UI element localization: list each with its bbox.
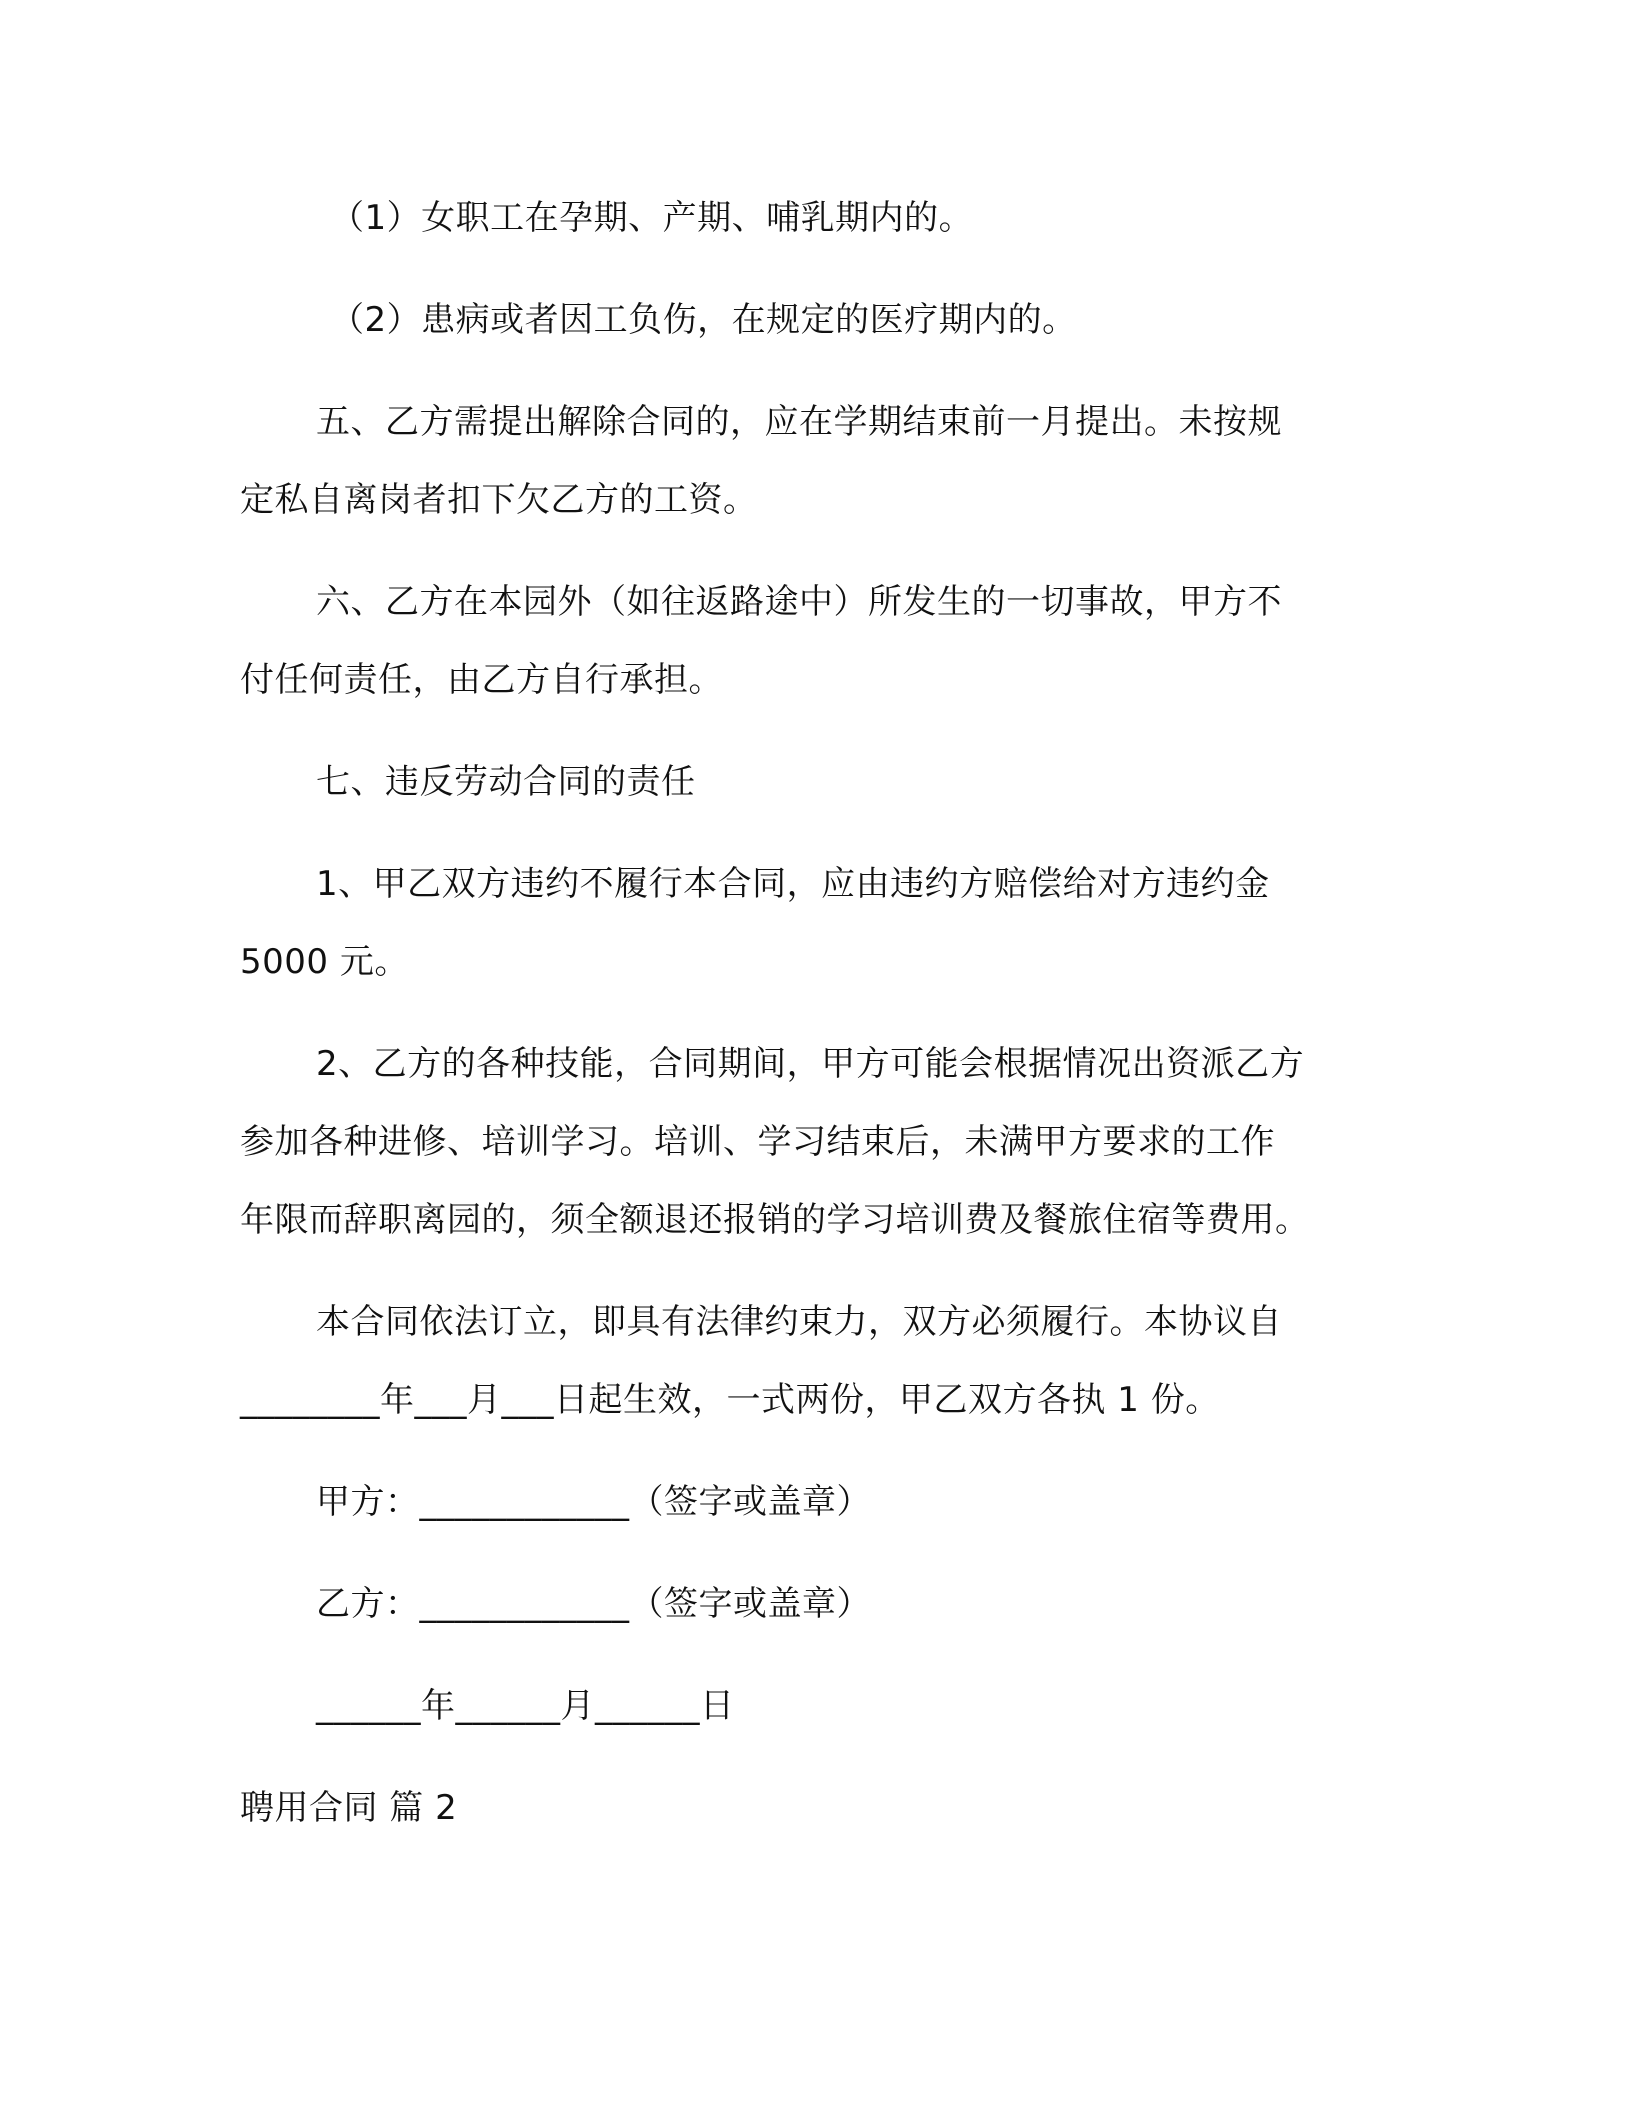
section-heading-contract-2: 聘用合同 篇 2 <box>240 1788 458 1828</box>
liability-2-line-3: 年限而辞职离园的，须全额退还报销的学习培训费及餐旅住宿等费用。 <box>240 1200 1310 1240</box>
liability-2-line-2: 参加各种进修、培训学习。培训、学习结束后，未满甲方要求的工作 <box>240 1122 1275 1162</box>
clause-five-line-1: 五、乙方需提出解除合同的，应在学期结束前一月提出。未按规 <box>316 402 1282 442</box>
clause-six-line-2: 付任何责任，由乙方自行承担。 <box>240 660 723 700</box>
clause-five-line-2: 定私自离岗者扣下欠乙方的工资。 <box>240 480 758 520</box>
clause-six-line-1: 六、乙方在本园外（如往返路途中）所发生的一切事故，甲方不 <box>316 582 1282 622</box>
signature-date: ______年______月______日 <box>316 1686 735 1726</box>
party-b-signature: 乙方：____________（签字或盖章） <box>316 1584 871 1624</box>
effect-line-1: 本合同依法订立，即具有法律约束力，双方必须履行。本协议自 <box>316 1302 1282 1342</box>
section-seven-heading: 七、违反劳动合同的责任 <box>316 762 696 802</box>
liability-1-line-2: 5000 元。 <box>240 942 409 982</box>
party-a-signature: 甲方：____________（签字或盖章） <box>316 1482 871 1522</box>
liability-1-line-1: 1、甲乙双方违约不履行本合同，应由违约方赔偿给对方违约金 <box>316 864 1270 904</box>
clause-item-2: （2）患病或者因工负伤，在规定的医疗期内的。 <box>330 300 1077 340</box>
effect-line-2: ________年___月___日起生效，一式两份，甲乙双方各执 1 份。 <box>240 1380 1220 1420</box>
clause-item-1: （1）女职工在孕期、产期、哺乳期内的。 <box>330 198 974 238</box>
liability-2-line-1: 2、乙方的各种技能，合同期间，甲方可能会根据情况出资派乙方 <box>316 1044 1305 1084</box>
